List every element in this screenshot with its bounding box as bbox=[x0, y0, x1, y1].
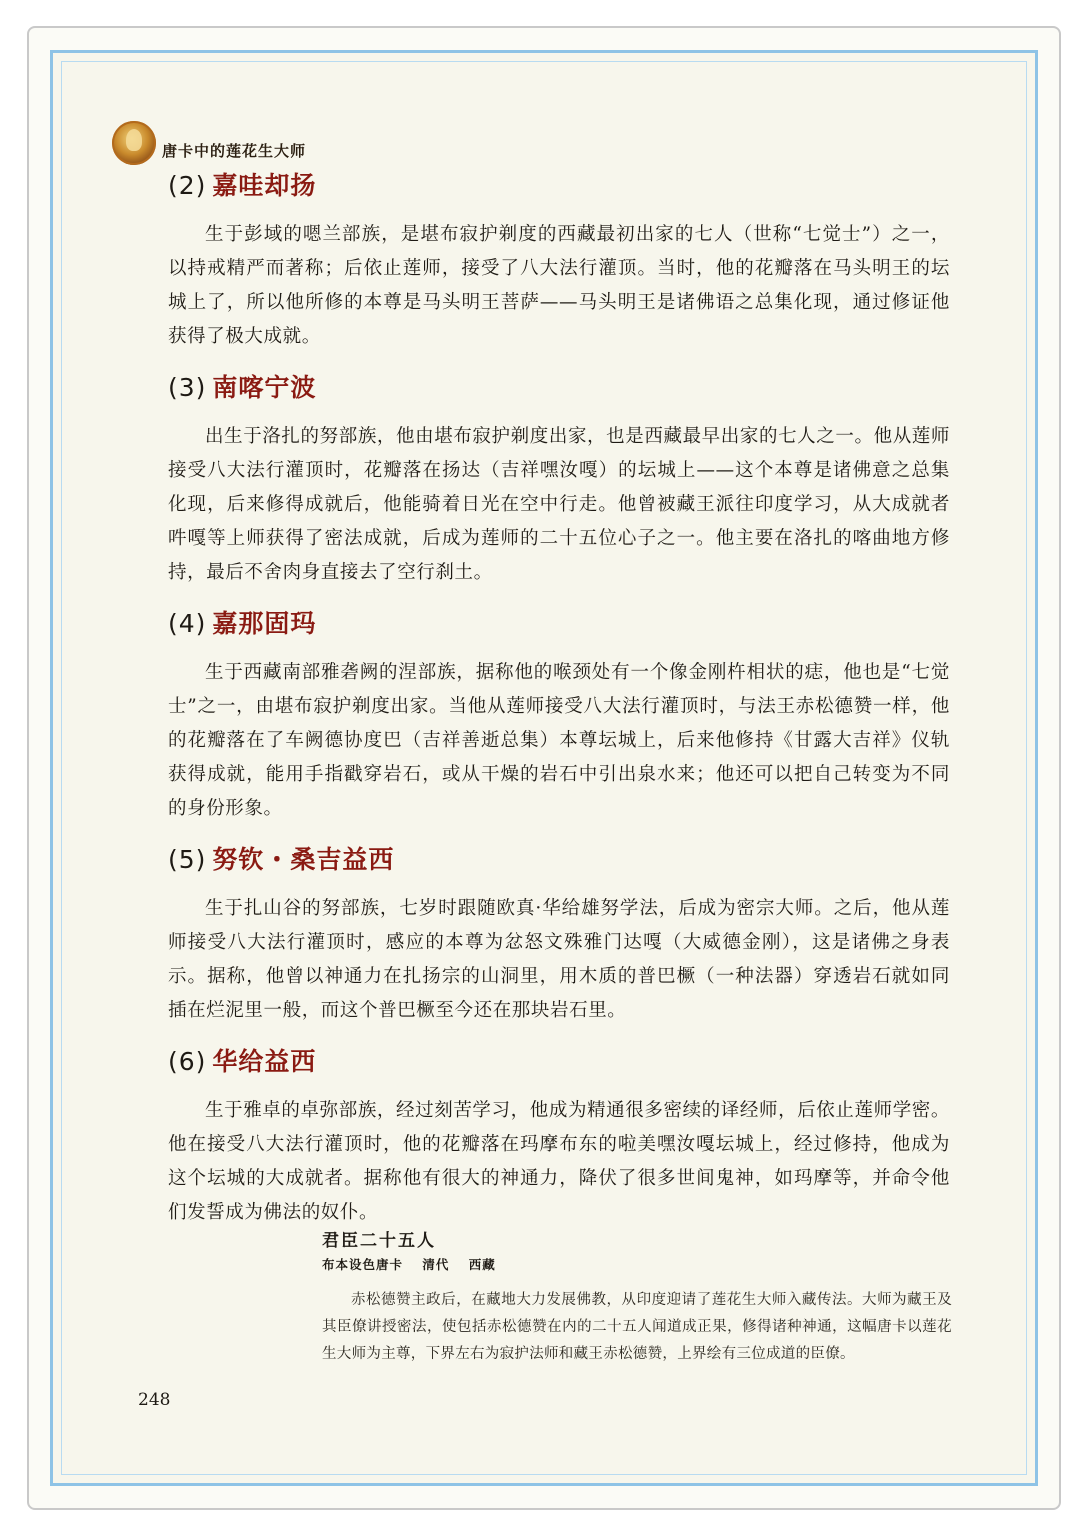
page-number: 248 bbox=[138, 1390, 171, 1410]
book-title: 唐卡中的莲花生大师 bbox=[162, 141, 307, 160]
section-paragraph: 生于雅卓的卓弥部族，经过刻苦学习，他成为精通很多密续的译经师，后依止莲师学密。他在接受八大法行灌顶时，他的花瓣落在玛摩布东的啦美嘿汝嘎坛城上，经过修持，他成为这个坛城的大成就者。据称他有很大的神通力，降伏了很多世间鬼神，如玛摩等，并命令他们发誓成为佛法的奴仆。 bbox=[168, 1100, 950, 1223]
section-palgyi-yeshe bbox=[168, 1042, 950, 1230]
section-paragraph: 生于扎山谷的努部族，七岁时跟随欧真·华给雄努学法，后成为密宗大师。之后，他从莲师接受八大法行灌顶时，感应的本尊为忿怒文殊雅门达嘎（大威德金刚），这是诸佛之身表示。据称，他曾以神通力在扎扬宗的山洞里，用木质的普巴橛（一种法器）穿透岩石就如同插在烂泥里一般，而这个普巴橛至今还在那块岩石里。 bbox=[168, 898, 950, 1021]
section-name: 南喀宁波 bbox=[212, 373, 317, 402]
section-paragraph: 生于西藏南部雅砻阙的涅部族，据称他的喉颈处有一个像金刚杵相状的痣，他也是“七觉士”之一，由堪布寂护剃度出家。当他从莲师接受八大法行灌顶时，与法王赤松德赞一样，他的花瓣落在了车阙德协度巴（吉祥善逝总集）本尊坛城上，后来他修持《甘露大吉祥》仪轨获得成就，能用手指戳穿岩石，或从干燥的岩石中引出泉水来；他还可以把自己转变为不同的身份形象。 bbox=[168, 662, 950, 819]
section-title bbox=[168, 604, 950, 644]
section-title bbox=[168, 368, 950, 408]
section-name: 嘉哇却扬 bbox=[212, 171, 317, 200]
running-header bbox=[112, 118, 306, 168]
section-title bbox=[168, 840, 950, 880]
section-name: 嘉那固玛 bbox=[212, 609, 317, 638]
section-title bbox=[168, 1042, 950, 1082]
caption-era: 清代 bbox=[422, 1257, 450, 1272]
section-namkhai-nyingpo bbox=[168, 368, 950, 590]
caption-text: 赤松德赞主政后，在藏地大力发展佛教，从印度迎请了莲花生大师入藏传法。大师为藏王及其臣僚讲授密法，使包括赤松德赞在内的二十五人闻道成正果，修得诸种神通，这幅唐卡以莲花生大师为主尊，下界左右为寂护法师和藏王赤松德赞，上界绘有三位成道的臣僚。 bbox=[322, 1292, 952, 1362]
section-paragraph: 出生于洛扎的努部族，他由堪布寂护剃度出家，也是西藏最早出家的七人之一。他从莲师接受八大法行灌顶时，花瓣落在扬达（吉祥嘿汝嘎）的坛城上——这个本尊是诸佛意之总集化现，后来修得成就后，他能骑着日光在空中行走。他曾被藏王派往印度学习，从大成就者吽嘎等上师获得了密法成就，后成为莲师的二十五位心子之一。他主要在洛扎的喀曲地方修持，最后不舍肉身直接去了空行刹土。 bbox=[168, 426, 950, 583]
section-number: (6) bbox=[168, 1047, 207, 1076]
section-number: (5) bbox=[168, 845, 207, 874]
padmasambhava-emblem-icon bbox=[112, 121, 156, 165]
caption-region: 西藏 bbox=[468, 1257, 496, 1272]
caption-details bbox=[322, 1255, 952, 1273]
section-number: (4) bbox=[168, 609, 207, 638]
section-paragraph: 生于彭域的嗯兰部族，是堪布寂护剃度的西藏最初出家的七人（世称“七觉士”）之一，以持戒精严而著称；后依止莲师，接受了八大法行灌顶。当时，他的花瓣落在马头明王的坛城上了，所以他所修的本尊是马头明王菩萨——马头明王是诸佛语之总集化现，通过修证他获得了极大成就。 bbox=[168, 224, 950, 347]
section-gyalwa-choyang bbox=[168, 166, 950, 354]
section-nubchen-sangye-yeshe bbox=[168, 840, 950, 1028]
main-text bbox=[168, 166, 950, 1244]
section-gyalwa-kumara bbox=[168, 604, 950, 826]
section-number: (2) bbox=[168, 171, 207, 200]
section-title bbox=[168, 166, 950, 206]
section-name: 努钦・桑吉益西 bbox=[212, 845, 395, 874]
figure-caption bbox=[322, 1226, 952, 1368]
section-number: (3) bbox=[168, 373, 207, 402]
caption-medium: 布本设色唐卡 bbox=[322, 1257, 404, 1272]
section-name: 华给益西 bbox=[212, 1047, 317, 1076]
caption-title: 君臣二十五人 bbox=[322, 1231, 436, 1251]
